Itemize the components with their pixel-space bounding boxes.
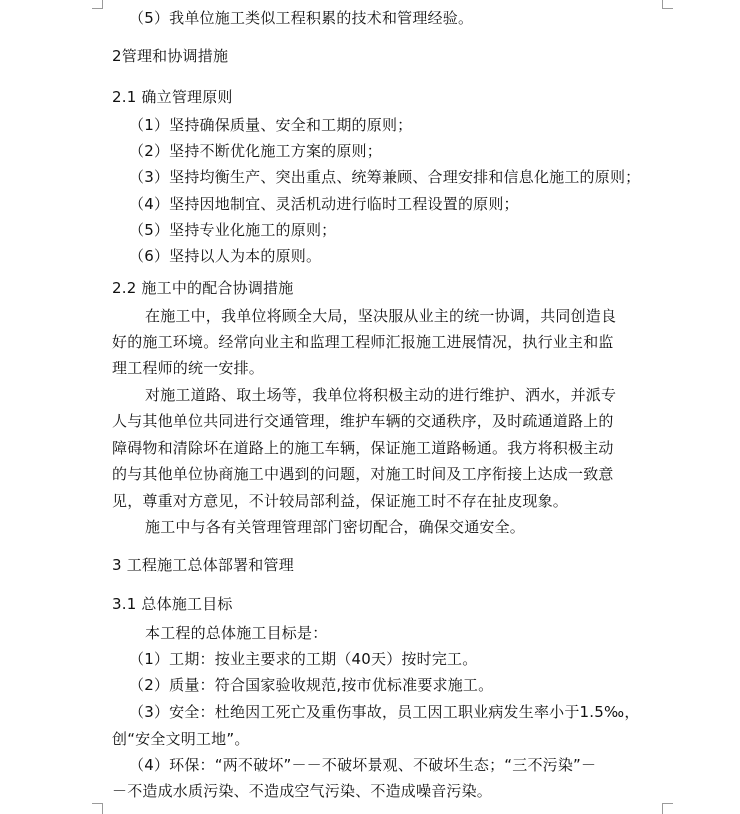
paragraph-line: 的与其他单位协商施工中遇到的问题，对施工时间及工序衔接上达成一致意 (112, 465, 614, 483)
margin-corner-mark (92, 803, 103, 814)
list-item: （1）工期：按业主要求的工期（40天）按时完工。 (129, 650, 478, 668)
paragraph-line: 在施工中，我单位将顾全大局，坚决服从业主的统一协调，共同创造良 (145, 307, 617, 325)
paragraph-line: 障碍物和清除坏在道路上的施工车辆，保证施工道路畅通。我方将积极主动 (112, 439, 614, 457)
paragraph-line: 对施工道路、取土场等，我单位将积极主动的进行维护、洒水，并派专 (145, 386, 617, 404)
section-heading: 3 工程施工总体部署和管理 (112, 556, 294, 574)
subsection-heading: 3.1 总体施工目标 (112, 595, 233, 613)
paragraph-line: 好的施工环境。经常向业主和监理工程师汇报施工进展情况，执行业主和监 (112, 333, 614, 351)
list-item: （6）坚持以人为本的原则。 (129, 247, 322, 265)
list-item: （4）环保：“两不破坏”－－不破坏景观、不破坏生态；“三不污染”－ (129, 756, 597, 774)
list-item: （2）坚持不断优化施工方案的原则； (129, 142, 382, 160)
paragraph-line: 本工程的总体施工目标是： (145, 624, 328, 642)
paragraph-line: 见，尊重对方意见，不计较局部利益，保证施工时不存在扯皮现象。 (112, 492, 569, 510)
list-item: （2）质量：符合国家验收规范,按市优标准要求施工。 (129, 676, 494, 694)
margin-corner-mark (662, 803, 673, 814)
list-item: （4）坚持因地制宜、灵活机动进行临时工程设置的原则； (129, 195, 519, 213)
margin-corner-mark (92, 0, 103, 9)
paragraph-line: 施工中与各有关管理管理部门密切配合，确保交通安全。 (145, 518, 526, 536)
paragraph-line: 理工程师的统一安排。 (112, 359, 265, 377)
margin-corner-mark (662, 0, 673, 9)
paragraph-line: 人与其他单位共同进行交通管理，维护车辆的交通秩序，及时疏通道路上的 (112, 412, 614, 430)
list-item: （5）我单位施工类似工程积累的技术和管理经验。 (129, 9, 474, 27)
section-heading: 2管理和协调措施 (112, 47, 229, 65)
list-item: （1）坚持确保质量、安全和工期的原则； (129, 116, 413, 134)
subsection-heading: 2.1 确立管理原则 (112, 88, 233, 106)
subsection-heading: 2.2 施工中的配合协调措施 (112, 279, 294, 297)
paragraph-line: 创“安全文明工地”。 (112, 730, 250, 748)
list-item: （3）安全：杜绝因工死亡及重伤事故，员工因工职业病发生率小于1.5‰， (129, 703, 640, 721)
list-item: （3）坚持均衡生产、突出重点、统筹兼顾、合理安排和信息化施工的原则； (129, 168, 641, 186)
paragraph-line: －不造成水质污染、不造成空气污染、不造成噪音污染。 (112, 782, 493, 800)
list-item: （5）坚持专业化施工的原则； (129, 221, 337, 239)
